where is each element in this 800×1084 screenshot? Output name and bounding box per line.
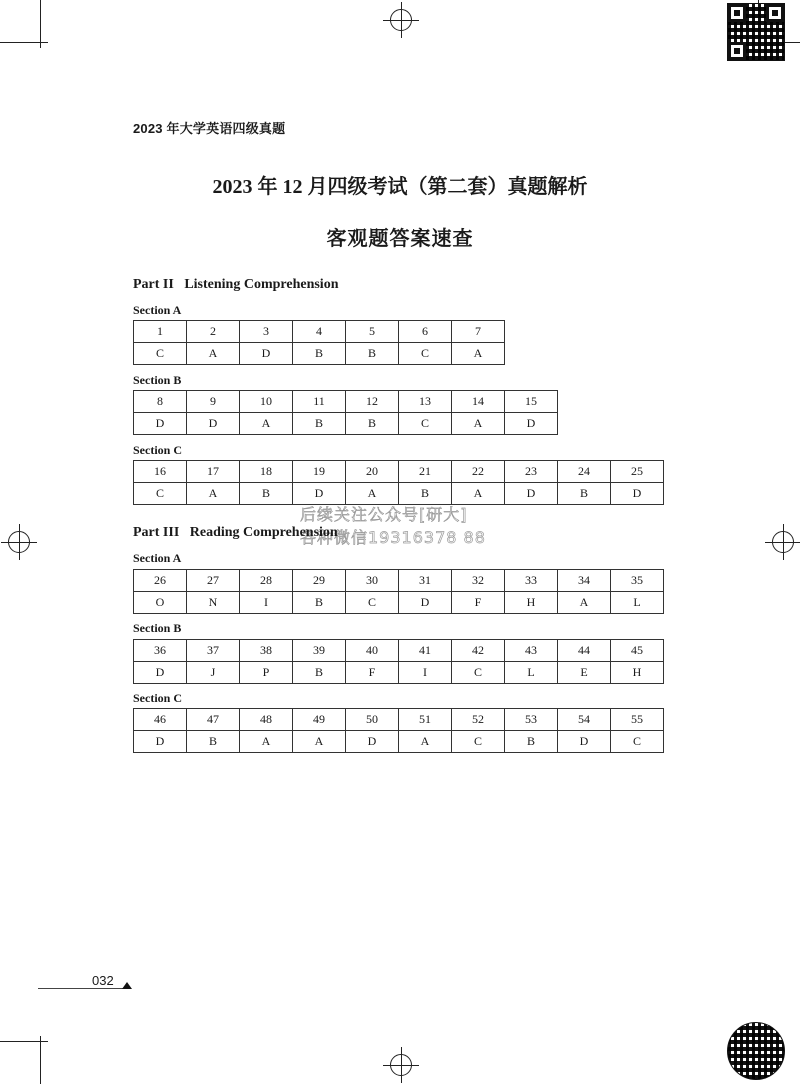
answer-row [134,343,505,365]
page-number: 032 [92,973,114,988]
answer-cell: D [134,413,187,435]
answer-cell: A [346,483,399,505]
section-label: Section B [133,373,182,387]
answer-cell: P [240,662,293,684]
footer-rule [38,988,130,989]
answer-cell: D [293,483,346,505]
question-number: 53 [505,709,558,731]
answer-cell: C [346,592,399,614]
question-number: 23 [505,461,558,483]
answer-row [134,731,664,753]
question-number: 4 [293,321,346,343]
question-number: 13 [399,391,452,413]
question-number: 3 [240,321,293,343]
registration-mark [772,531,794,553]
answer-cell: D [134,662,187,684]
answer-row [134,592,664,614]
section-label: Section A [133,303,182,317]
answer-cell: D [187,413,240,435]
answer-cell: D [240,343,293,365]
question-number: 24 [558,461,611,483]
question-number: 41 [399,640,452,662]
question-number: 32 [452,570,505,592]
answer-cell: L [505,662,558,684]
question-number: 39 [293,640,346,662]
question-number: 44 [558,640,611,662]
question-number: 10 [240,391,293,413]
answer-cell: C [134,483,187,505]
question-number: 55 [611,709,664,731]
question-number: 17 [187,461,240,483]
answer-cell: C [399,413,452,435]
answer-cell: N [187,592,240,614]
answer-cell: A [187,483,240,505]
question-number: 40 [346,640,399,662]
answer-cell: H [505,592,558,614]
answer-cell: A [240,731,293,753]
question-number: 25 [611,461,664,483]
question-number-row [134,391,558,413]
answer-cell: H [611,662,664,684]
triangle-icon [122,982,132,989]
question-number: 30 [346,570,399,592]
section-label: Section B [133,621,182,635]
answer-cell: D [505,483,558,505]
answer-table [133,708,664,753]
question-number: 42 [452,640,505,662]
part-title: Part III Reading Comprehension [133,525,338,540]
answer-cell: J [187,662,240,684]
question-number: 51 [399,709,452,731]
question-number: 9 [187,391,240,413]
running-header: 2023 年大学英语四级真题 [133,121,286,136]
answer-cell: A [399,731,452,753]
question-number: 12 [346,391,399,413]
question-number: 38 [240,640,293,662]
answer-cell: C [399,343,452,365]
question-number: 43 [505,640,558,662]
answer-cell: C [134,343,187,365]
question-number: 16 [134,461,187,483]
question-number: 27 [187,570,240,592]
crop-mark [40,1036,41,1084]
answer-cell: B [346,343,399,365]
question-number: 2 [187,321,240,343]
answer-cell: C [452,662,505,684]
answer-cell: I [240,592,293,614]
registration-mark [390,1054,412,1076]
answer-cell: A [240,413,293,435]
answer-cell: A [452,413,505,435]
section-label: Section C [133,691,182,705]
answer-cell: A [293,731,346,753]
answer-cell: D [346,731,399,753]
answer-cell: B [399,483,452,505]
answer-row [134,413,558,435]
question-number: 21 [399,461,452,483]
question-number: 45 [611,640,664,662]
question-number: 46 [134,709,187,731]
question-number: 54 [558,709,611,731]
answer-table [133,639,664,684]
crop-mark [0,1041,48,1042]
answer-table [133,460,664,505]
answer-cell: A [558,592,611,614]
answer-cell: F [346,662,399,684]
part-title: Part II Listening Comprehension [133,277,339,292]
section-label: Section C [133,443,182,457]
crop-mark [0,42,48,43]
answer-cell: B [240,483,293,505]
answer-cell: D [134,731,187,753]
question-number: 48 [240,709,293,731]
question-number: 29 [293,570,346,592]
question-number-row [134,640,664,662]
answer-cell: B [293,662,346,684]
question-number: 5 [346,321,399,343]
answer-cell: C [611,731,664,753]
question-number: 1 [134,321,187,343]
mini-program-code-image [727,1022,785,1080]
answer-cell: B [293,413,346,435]
answer-cell: B [293,343,346,365]
answer-table [133,320,505,365]
question-number: 19 [293,461,346,483]
question-number: 8 [134,391,187,413]
answer-cell: L [611,592,664,614]
answer-table [133,569,664,614]
answer-cell: B [505,731,558,753]
answer-cell: A [187,343,240,365]
question-number: 50 [346,709,399,731]
question-number: 37 [187,640,240,662]
question-number: 52 [452,709,505,731]
question-number: 34 [558,570,611,592]
answer-cell: D [611,483,664,505]
answer-cell: O [134,592,187,614]
question-number: 36 [134,640,187,662]
question-number: 33 [505,570,558,592]
answer-row [134,662,664,684]
watermark-line: 后续关注公众号[研大] [300,505,468,524]
question-number: 47 [187,709,240,731]
question-number: 26 [134,570,187,592]
answer-cell: E [558,662,611,684]
question-number: 15 [505,391,558,413]
question-number-row [134,709,664,731]
watermark-line: 各种微信19316378 88 [300,528,486,547]
question-number: 6 [399,321,452,343]
answer-cell: A [452,343,505,365]
crop-mark [40,0,41,48]
qr-code-image [727,3,785,61]
answer-cell: F [452,592,505,614]
answer-cell: I [399,662,452,684]
question-number: 49 [293,709,346,731]
section-label: Section A [133,551,182,565]
question-number: 7 [452,321,505,343]
question-number-row [134,570,664,592]
question-number-row [134,321,505,343]
question-number: 22 [452,461,505,483]
answer-cell: B [346,413,399,435]
question-number: 35 [611,570,664,592]
registration-mark [390,9,412,31]
question-number: 20 [346,461,399,483]
answer-cell: B [293,592,346,614]
page-title: 2023 年 12 月四级考试（第二套）真题解析 [212,176,588,198]
answer-cell: D [558,731,611,753]
answer-table [133,390,558,435]
question-number: 28 [240,570,293,592]
answer-cell: B [187,731,240,753]
answer-cell: D [399,592,452,614]
question-number: 31 [399,570,452,592]
answer-cell: A [452,483,505,505]
answer-cell: C [452,731,505,753]
answer-cell: D [505,413,558,435]
registration-mark [8,531,30,553]
question-number: 18 [240,461,293,483]
question-number-row [134,461,664,483]
page-subtitle: 客观题答案速查 [326,228,474,250]
answer-cell: B [558,483,611,505]
question-number: 11 [293,391,346,413]
question-number: 14 [452,391,505,413]
